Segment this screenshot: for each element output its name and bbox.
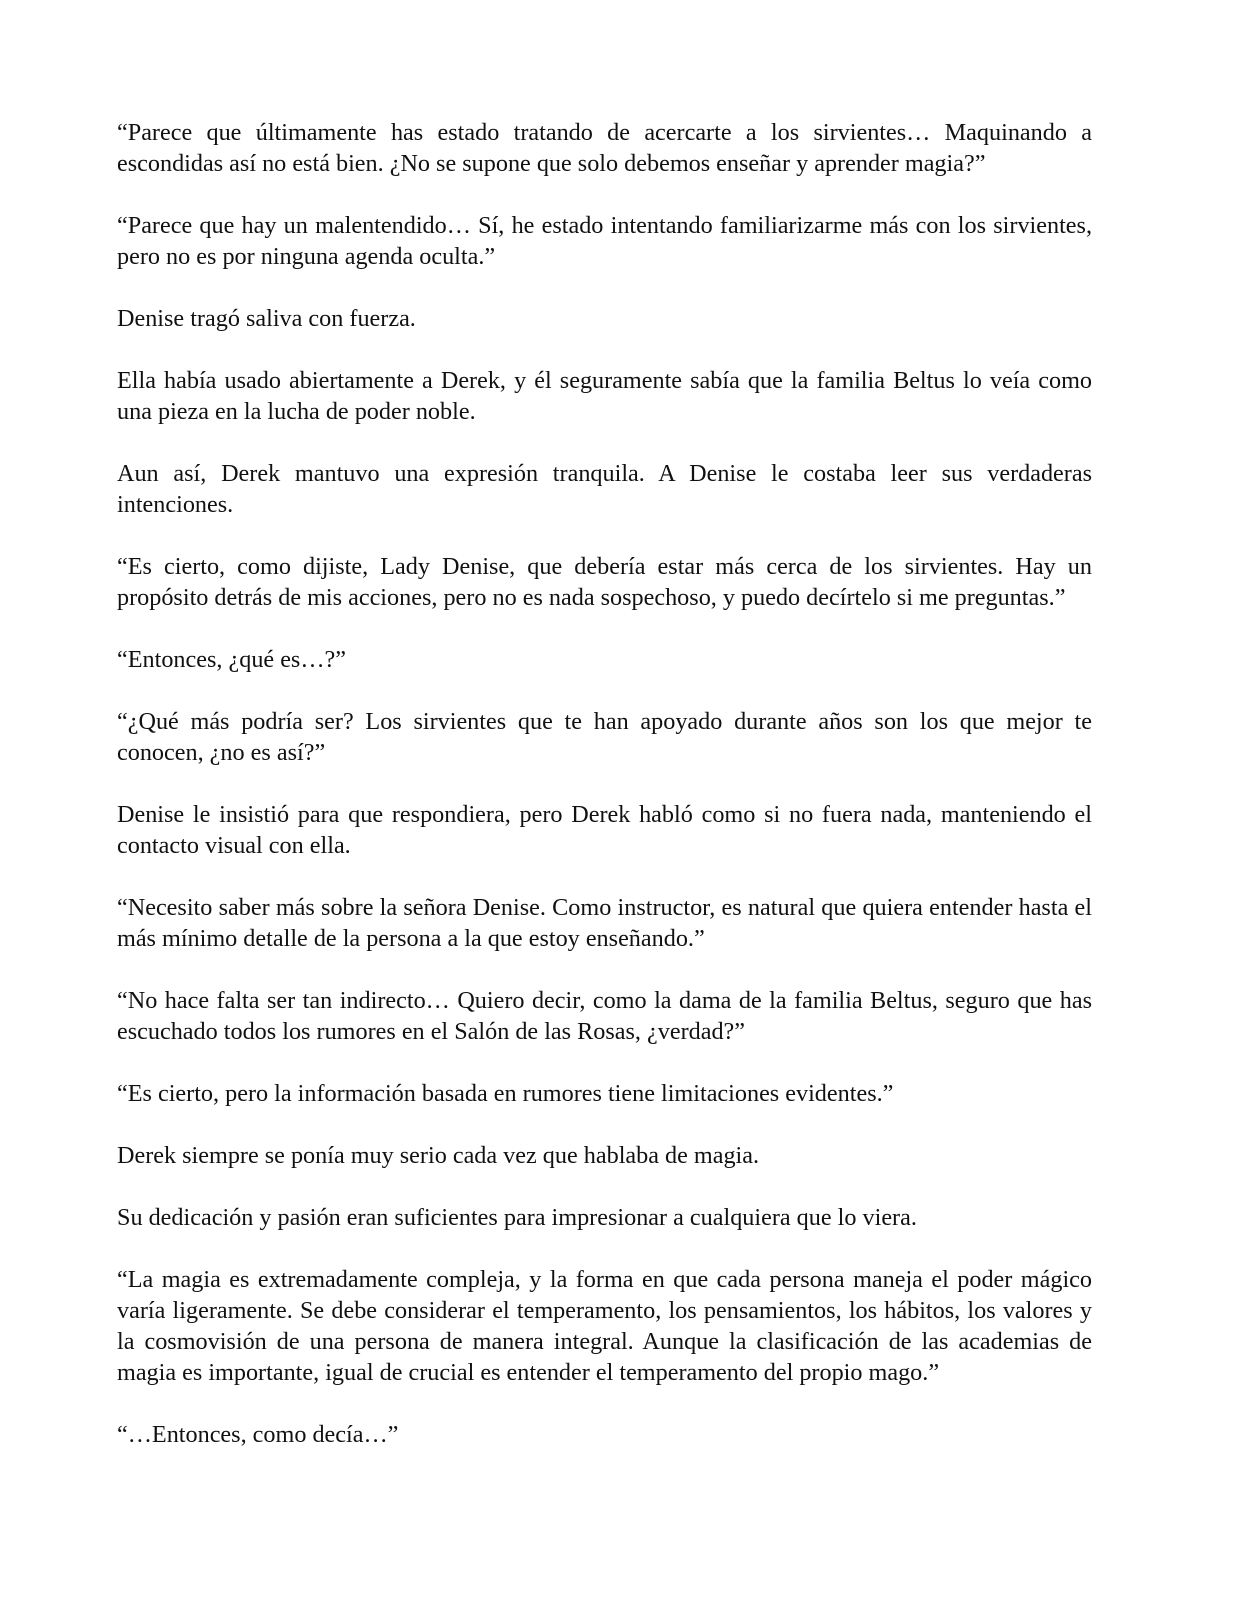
paragraph: “Entonces, ¿qué es…?” <box>117 646 347 673</box>
document-body <box>117 117 1092 1450</box>
paragraph: “No hace falta ser tan indirecto… Quiero decir, como la dama de la familia Beltus, seguro que has escuchado todos los rumores en el Salón de las Rosas, ¿verdad?” <box>117 987 1092 1045</box>
paragraph: Denise le insistió para que respondiera, pero Derek habló como si no fuera nada, manteniendo el contacto visual con ella. <box>117 801 1092 859</box>
paragraph: “Parece que hay un malentendido… Sí, he estado intentando familiarizarme más con los sirvientes, pero no es por ninguna agenda oculta.” <box>117 212 1092 270</box>
paragraph: “¿Qué más podría ser? Los sirvientes que te han apoyado durante años son los que mejor te conocen, ¿no es así?” <box>117 708 1092 766</box>
paragraph: Ella había usado abiertamente a Derek, y él seguramente sabía que la familia Beltus lo veía como una pieza en la lucha de poder noble. <box>117 367 1092 425</box>
paragraph: Denise tragó saliva con fuerza. <box>117 305 416 332</box>
paragraph: Derek siempre se ponía muy serio cada vez que hablaba de magia. <box>117 1142 760 1169</box>
paragraph: “Parece que últimamente has estado tratando de acercarte a los sirvientes… Maquinando a escondidas así no está bien. ¿No se supone que solo debemos enseñar y aprender magia?” <box>117 119 1092 177</box>
paragraph: “…Entonces, como decía…” <box>117 1421 399 1448</box>
paragraph: “Es cierto, como dijiste, Lady Denise, que debería estar más cerca de los sirvientes. Hay un propósito detrás de mis acciones, pero no es nada sospechoso, y puedo decírtelo si me preguntas.” <box>117 553 1092 611</box>
paragraph: “La magia es extremadamente compleja, y la forma en que cada persona maneja el poder mágico varía ligeramente. Se debe considerar el temperamento, los pensamientos, los hábitos, los valores y la cosmovisión de una persona de manera integral. Aunque la clasificación de las academias de magia es importante, igual de crucial es entender el temperamento del propio mago.” <box>117 1266 1092 1386</box>
paragraph: “Es cierto, pero la información basada en rumores tiene limitaciones evidentes.” <box>117 1080 894 1107</box>
paragraph: Aun así, Derek mantuvo una expresión tranquila. A Denise le costaba leer sus verdaderas intenciones. <box>117 460 1092 518</box>
paragraph: “Necesito saber más sobre la señora Denise. Como instructor, es natural que quiera entender hasta el más mínimo detalle de la persona a la que estoy enseñando.” <box>117 894 1092 952</box>
paragraph: Su dedicación y pasión eran suficientes para impresionar a cualquiera que lo viera. <box>117 1204 917 1231</box>
